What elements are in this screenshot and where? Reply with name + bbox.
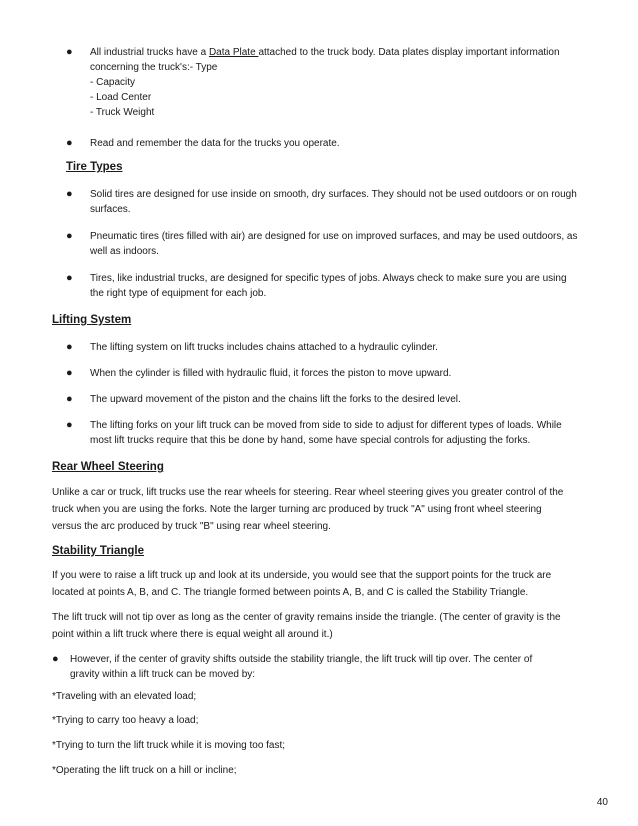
data-plate-link: Data Plate [208,47,259,58]
cause-item: *Operating the lift truck on a hill or incline; [52,765,237,776]
text-line: concerning the truck's:- Type [90,62,218,73]
heading-tire-types: Tire Types [66,161,123,173]
text-line: The lift truck will not tip over as long as the center of gravity remains inside the triangle. (The center of gravity is the [52,612,561,623]
text-line: well as indoors. [90,246,159,257]
bullet-marker: ● [66,137,73,149]
bullet-marker: ● [66,393,73,405]
cause-item: *Traveling with an elevated load; [52,691,197,702]
bullet-marker: ● [66,419,73,431]
text-line: surfaces. [90,204,131,215]
bullet-marker: ● [66,341,73,353]
bullet-marker: ● [66,230,73,242]
heading-lifting-system: Lifting System [52,314,132,326]
text-line: The lifting system on lift trucks includes chains attached to a hydraulic cylinder. [90,342,438,353]
paragraph-stability-1 [52,567,604,601]
bullet-center-of-gravity [52,652,532,682]
bullet-cylinder [66,366,451,381]
text-line: point within a lift truck where there is equal weight all around it.) [52,629,333,640]
text-line: located at points A, B, and C. The triangle formed between points A, B, and C is called the Stability Triangle. [52,587,529,598]
bullet-lifting-chains [66,340,438,355]
bullet-marker: ● [66,188,73,200]
bullet-marker: ● [66,367,73,379]
text: All industrial trucks have a [90,47,209,58]
bullet-upward-movement [66,392,461,407]
paragraph-stability-2 [52,609,604,643]
paragraph-steering [52,484,604,535]
text-line: the right type of equipment for each job. [90,288,267,299]
page-number: 40 [596,797,608,808]
text-line: most lift trucks require that this be done by hand, some have special controls for adjusting the forks. [90,435,531,446]
text-line: gravity within a lift truck can be moved by: [70,669,256,680]
text-line: Unlike a car or truck, lift trucks use the rear wheels for steering. Rear wheel steering gives you greater control of the [52,487,564,498]
text-line: Tires, like industrial trucks, are designed for specific types of jobs. Always check to make sure you are using [90,273,567,284]
cause-item: *Trying to turn the lift truck while it is moving too fast; [52,740,286,751]
text-line: Pneumatic tires (tires filled with air) are designed for use on improved surfaces, and may be used outdoors, as [90,231,578,242]
text-line: When the cylinder is filled with hydraulic fluid, it forces the piston to move upward. [90,368,452,379]
bullet-solid-tires [66,187,577,217]
text-line: truck when you are using the forks. Note the larger turning arc produced by truck "A" using front wheel steering [52,504,542,515]
text-line: Solid tires are designed for use inside on smooth, dry surfaces. They should not be used outdoors or on rough [90,189,577,200]
bullet-read-data [66,136,340,151]
heading-rear-wheel-steering: Rear Wheel Steering [52,461,164,473]
text-line: - Truck Weight [90,107,155,118]
text-line: The lifting forks on your lift truck can be moved from side to side to adjust for different types of loads. While [90,420,562,431]
text-line: If you were to raise a lift truck up and look at its underside, you would see that the support points for the truck are [52,570,552,581]
text-line: The upward movement of the piston and the chains lift the forks to the desired level. [90,394,461,405]
text-line: versus the arc produced by truck "B" using rear wheel steering. [52,521,331,532]
text: attached to the truck body. Data plates display important information [258,47,560,58]
text-line: - Load Center [90,92,152,103]
heading-stability-triangle: Stability Triangle [52,545,145,557]
text-line: Read and remember the data for the trucks you operate. [90,138,340,149]
bullet-marker: ● [52,653,59,665]
bullet-lifting-forks [66,418,562,448]
bullet-marker: ● [66,272,73,284]
text-line: However, if the center of gravity shifts outside the stability triangle, the lift truck will tip over. The center of [70,654,533,665]
bullet-data-plate [66,45,560,120]
bullet-tires-specific [66,271,567,301]
text-line: - Capacity [90,77,136,88]
bullet-pneumatic-tires [66,229,577,259]
bullet-marker: ● [66,46,73,58]
cause-item: *Trying to carry too heavy a load; [52,715,199,726]
